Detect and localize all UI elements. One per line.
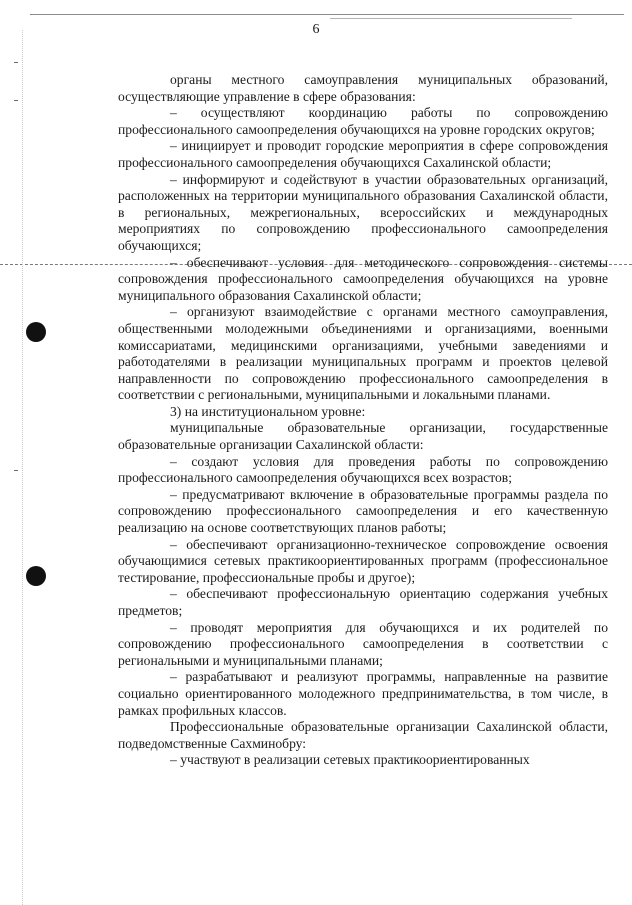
paragraph: – инициирует и проводит городские мероприятия в сфере сопровождения профессионального самоопределения обучающихся Сахалинской области;	[118, 138, 608, 170]
paragraph: – обеспечивают организационно-техническое сопровождение освоения обучающимися сетевых практикоориентированных программ (профессиональное тестирование, профессиональные пробы и другое);	[118, 536, 608, 585]
paragraph: – проводят мероприятия для обучающихся и их родителей по сопровождению профессионального самоопределения в соответствии с региональными и муниципальными планами;	[118, 619, 608, 668]
paragraph: муниципальные образовательные организации, государственные образовательные организации Сахалинской области:	[118, 420, 608, 453]
paragraph: Профессиональные образовательные организации Сахалинской области, подведомственные Сахминобру:	[118, 719, 608, 751]
paragraph: – разрабатывают и реализуют программы, направленные на развитие социально ориентированного молодежного предпринимательства, в том числе, в рамках профильных классов.	[118, 669, 608, 718]
scan-mark	[14, 470, 18, 471]
paragraph: 3) на институциональном уровне:	[170, 403, 366, 419]
paragraph: – участвуют в реализации сетевых практикоориентированных	[170, 752, 530, 768]
paragraph: – создают условия для проведения работы по сопровождению профессионального самоопределения обучающихся всех возрастов;	[118, 453, 608, 486]
punch-hole	[26, 566, 46, 586]
punch-hole	[26, 322, 46, 342]
scan-top-rule	[30, 14, 624, 15]
paragraph: органы местного самоуправления муниципальных образований, осуществляющие управление в сфере образования:	[118, 72, 608, 104]
scan-top-rule-secondary	[330, 18, 572, 19]
paragraph: – осуществляют координацию работы по сопровождению профессионального самоопределения обучающихся на уровне городских округов;	[118, 105, 608, 137]
paragraph: – обеспечивают условия для методического сопровождения системы сопровождения профессионального самоопределения обучающихся на уровне муниципального образования Сахалинской области;	[118, 254, 608, 303]
scan-mark	[14, 100, 18, 101]
paragraph: – обеспечивают профессиональную ориентацию содержания учебных предметов;	[118, 586, 608, 618]
page-left-edge	[22, 30, 23, 905]
paragraph: – предусматривают включение в образовательные программы раздела по сопровождению профессионального самоопределения и его качественную реализацию на основе соответствующих планов работы;	[118, 486, 608, 536]
document-body	[118, 72, 608, 769]
paragraph: – информируют и содействуют в участии образовательных организаций, расположенных на территории муниципального образования Сахалинской области, в региональных, межрегиональных, всероссийских и международных мероприятиях по сопровождению профессионального самоопределения обучающихся;	[118, 171, 608, 253]
paragraph: – организуют взаимодействие с органами местного самоуправления, общественными молодежными объединениями и организациями, военными комиссариатами, медицинскими организациями, учебными заведениями и работодателями в реализации муниципальных программ и проектов целевой направленности по сопровождению профессионального самоопределения в соответствии с региональными, муниципальными и локальными планами.	[118, 304, 608, 403]
page-number: 6	[312, 22, 320, 37]
scan-mark	[14, 62, 18, 63]
